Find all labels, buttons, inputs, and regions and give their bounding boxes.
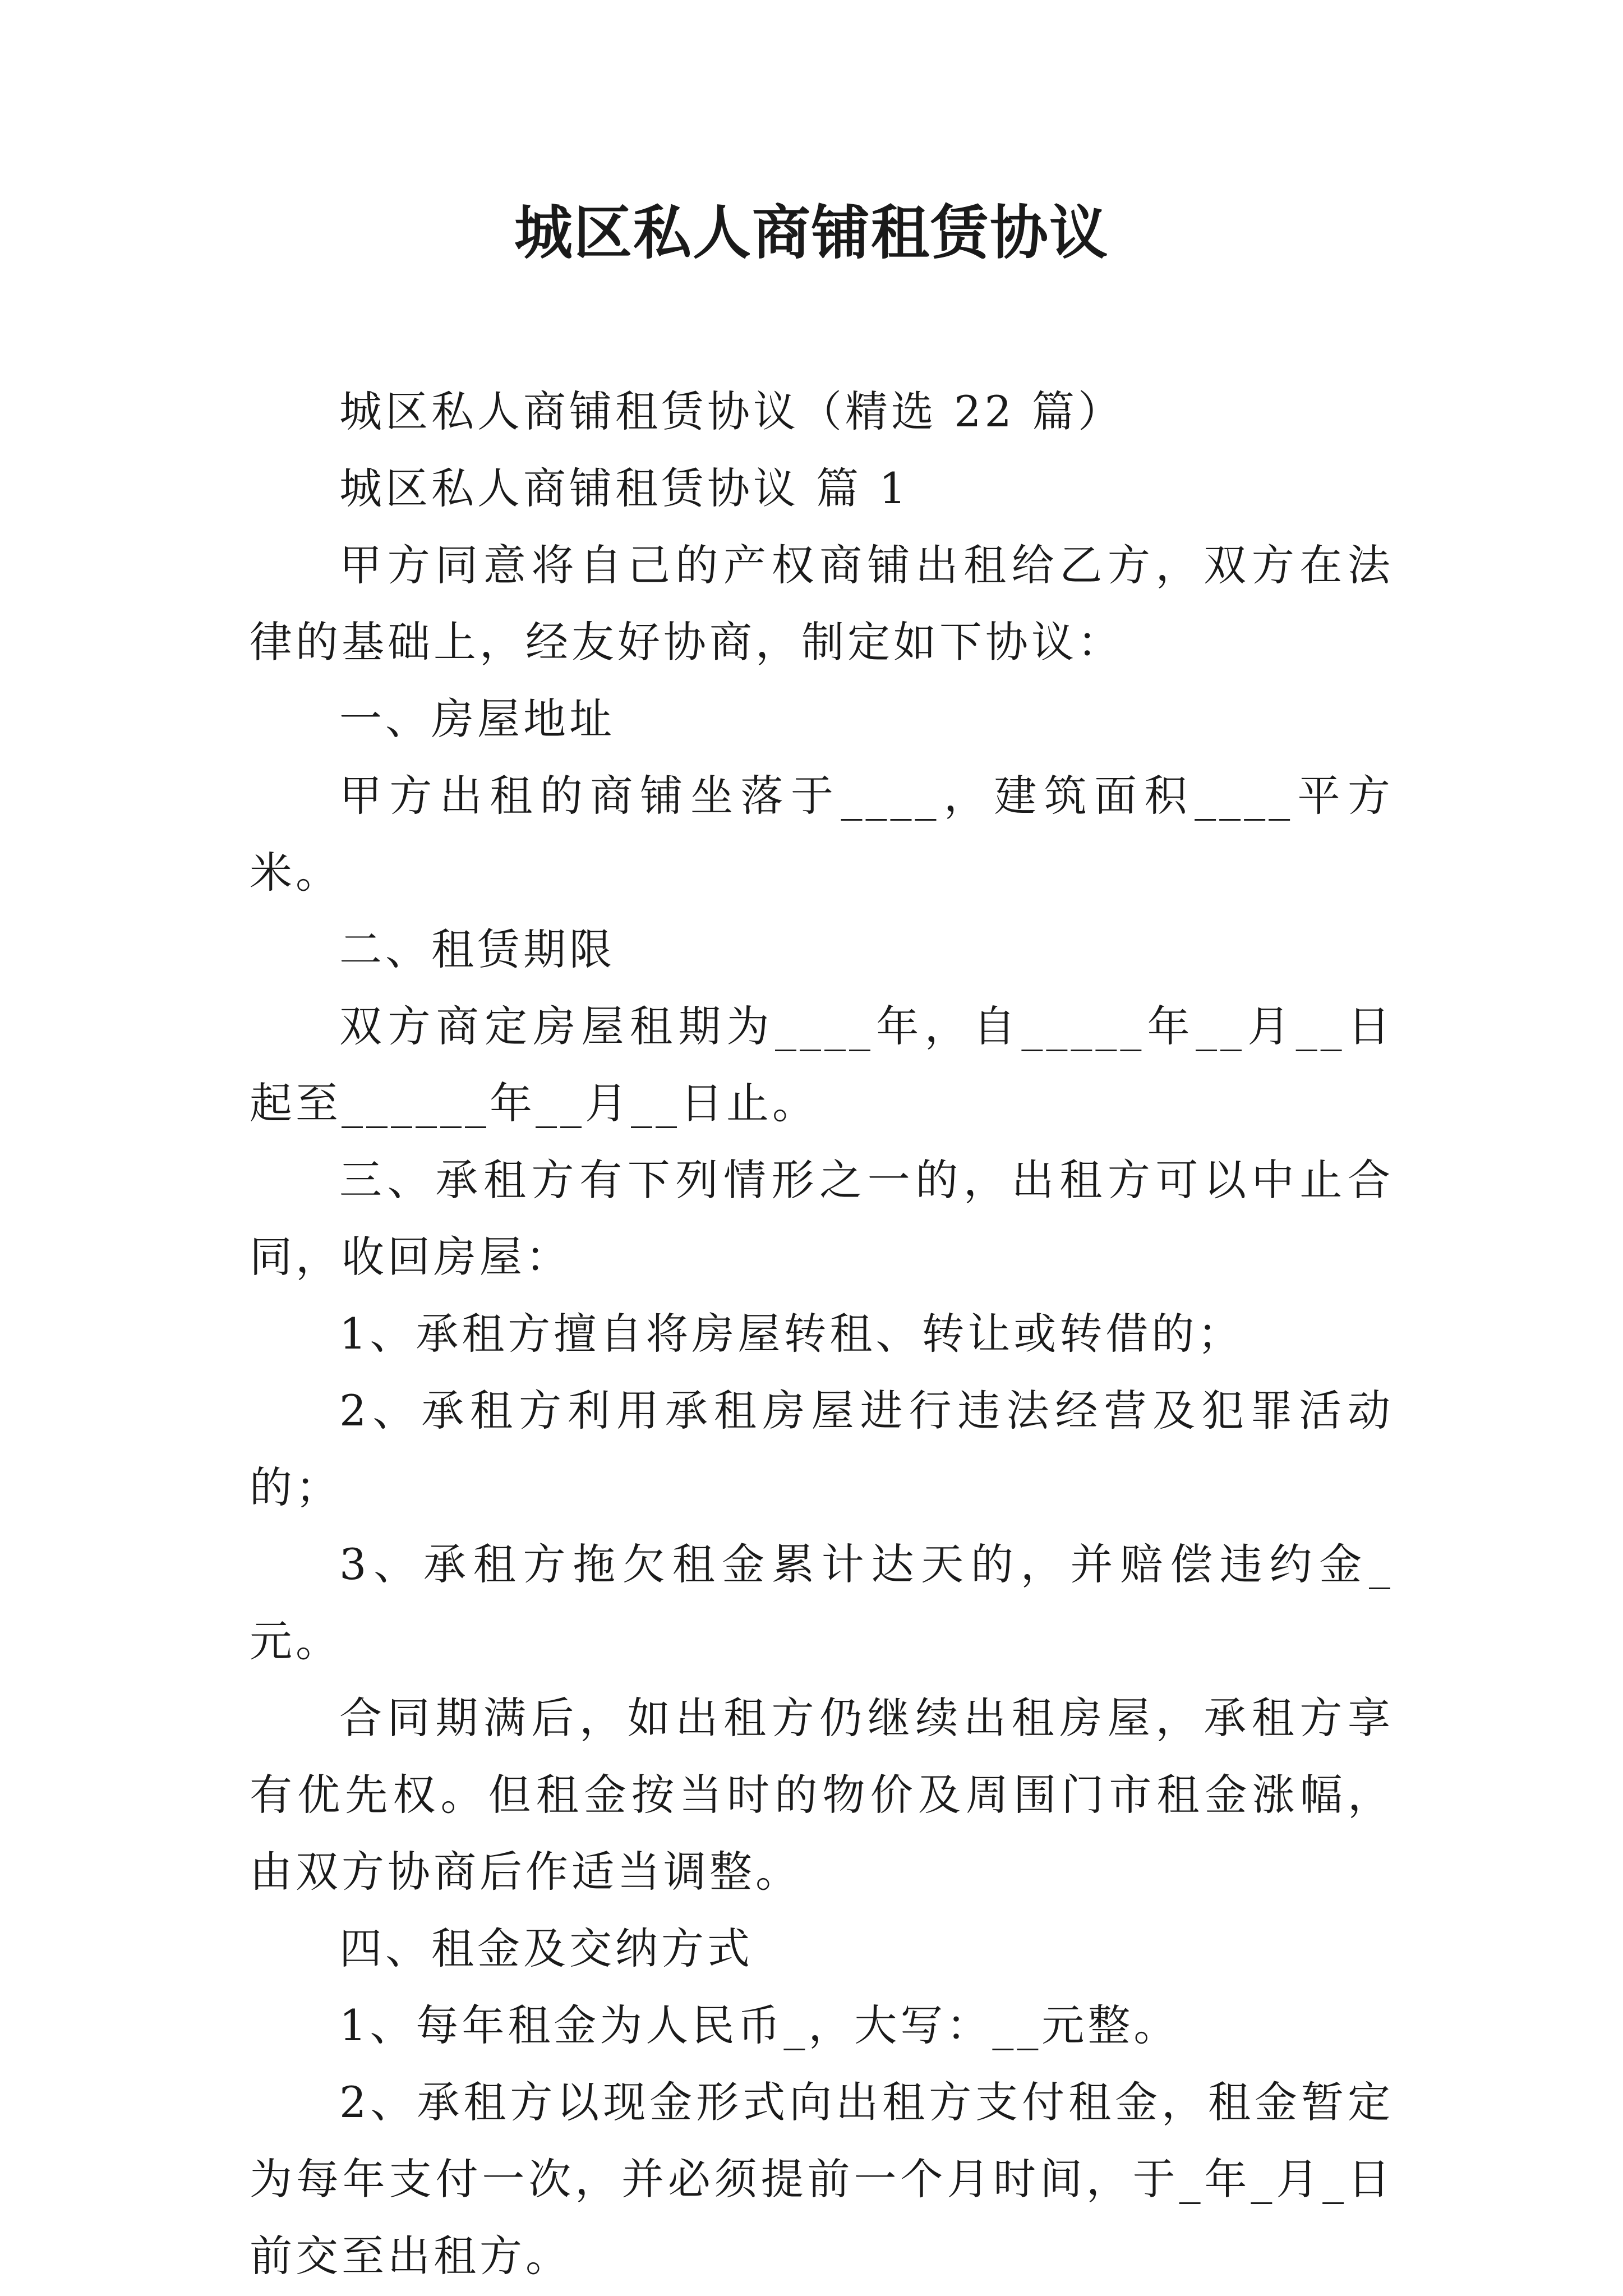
paragraph-renewal: 合同期满后，如出租方仍继续出租房屋，承租方享有优先权。但租金按当时的物价及周围门市租金涨幅，由双方协商后作适当调整。 — [250, 1693, 1394, 1897]
document-title: 城区私人商铺租赁协议 — [514, 198, 1109, 267]
list-item: 3、承租方拖欠租金累计达天的，并赔偿违约金_元。 — [250, 1539, 1394, 1666]
paragraph-section-heading: 城区私人商铺租赁协议 篇 1 — [339, 463, 910, 513]
list-item: 2、承租方利用承租房屋进行违法经营及犯罪活动的； — [250, 1386, 1394, 1512]
paragraph-preamble: 甲方同意将自己的产权商铺出租给乙方，双方在法律的基础上，经友好协商，制定如下协议： — [250, 540, 1394, 667]
list-item: 1、每年租金为人民币_，大写：__元整。 — [339, 2000, 1180, 2050]
clause-heading-termination: 三、承租方有下列情形之一的，出租方可以中止合同，收回房屋： — [250, 1155, 1394, 1282]
paragraph-term: 双方商定房屋租期为____年，自_____年__月__日起至______年__月__日止。 — [250, 1001, 1394, 1128]
paragraph-subtitle: 城区私人商铺租赁协议（精选 22 篇） — [339, 386, 1124, 436]
clause-heading-rent: 四、租金及交纳方式 — [339, 1924, 753, 1973]
document-body — [250, 373, 1394, 2294]
paragraph-address: 甲方出租的商铺坐落于____，建筑面积____平方米。 — [250, 771, 1394, 898]
list-item: 2、承租方以现金形式向出租方支付租金，租金暂定为每年支付一次，并必须提前一个月时间，于_年_月_日前交至出租方。 — [250, 2077, 1394, 2281]
list-item: 1、承租方擅自将房屋转租、转让或转借的； — [339, 1309, 1244, 1359]
clause-heading-term: 二、租赁期限 — [339, 924, 615, 974]
clause-heading-address: 一、房屋地址 — [339, 694, 615, 744]
